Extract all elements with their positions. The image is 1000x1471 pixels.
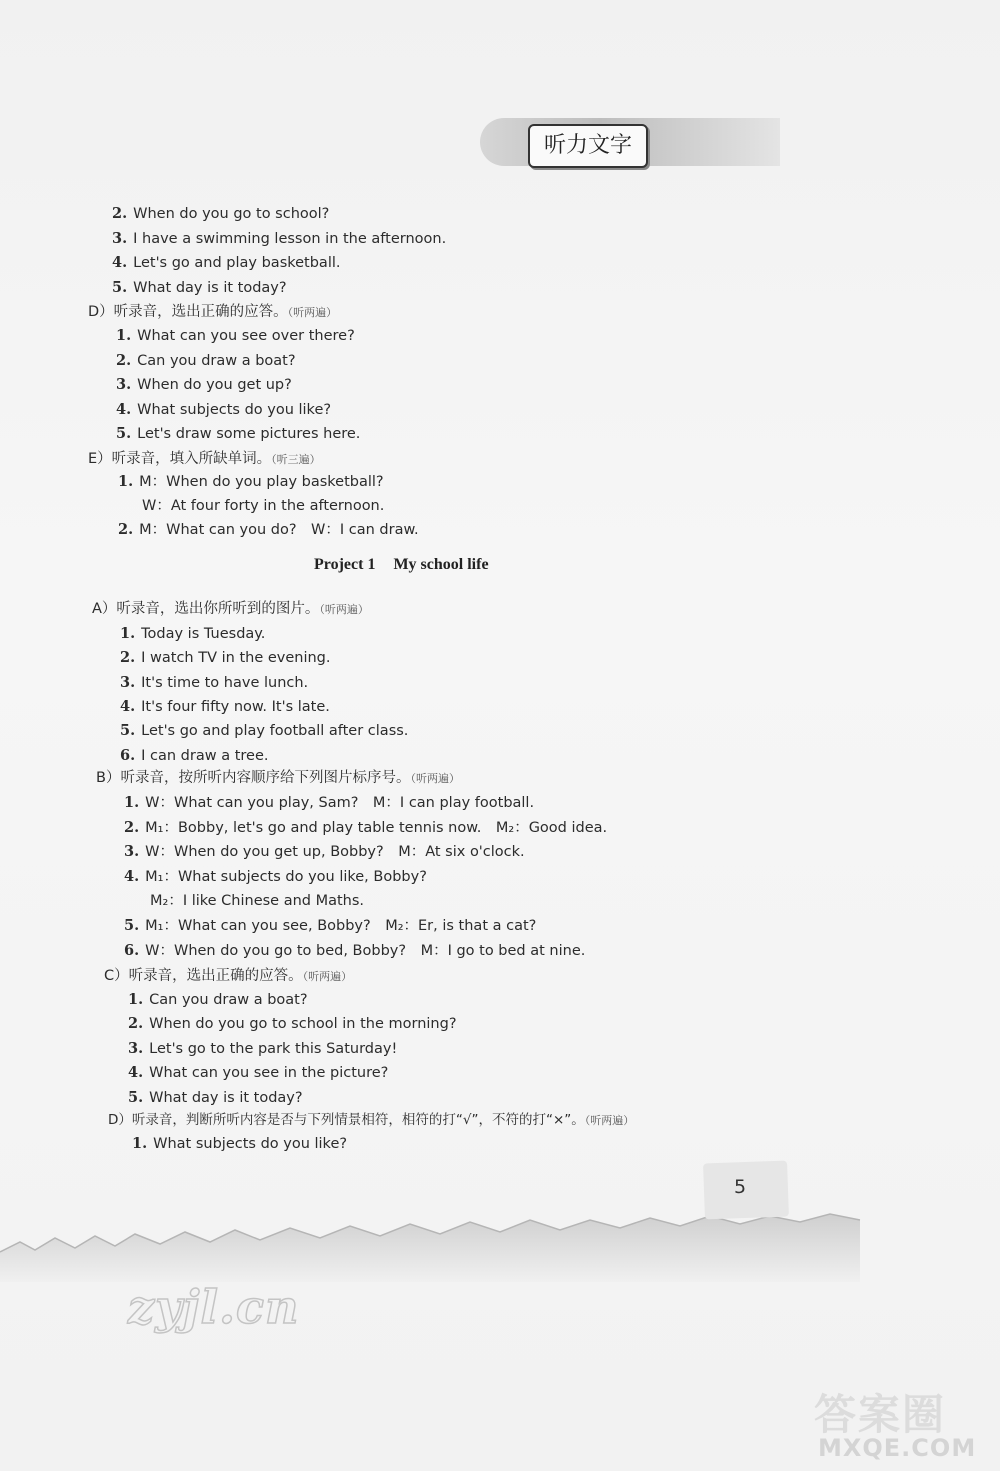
section-d2-heading: D）听录音，判断所听内容是否与下列情景相符，相符的打“√”，不符的打“×”。（听两遍） [108,1112,635,1128]
list-item [128,1014,457,1034]
corner-logo-en: MXQE.COM [818,1434,977,1462]
watermark-logo: zyjl.cn [128,1280,300,1334]
list-item [120,648,331,668]
list-item [112,229,446,249]
item-number: 3. [112,229,128,247]
page-number: 5 [734,1176,747,1198]
item-number: 2. [128,1015,144,1033]
list-item [128,1063,388,1083]
item-number: 5. [124,917,140,934]
item-text: Today is Tuesday. [141,626,266,642]
item-number: 2. [112,205,128,222]
item-text: What day is it today? [133,279,287,296]
item-number: 2. [120,649,136,667]
list-item [124,793,534,813]
header-badge: 听力文字 [528,124,648,168]
item-number: 6. [120,746,136,764]
list-item [112,253,341,273]
item-number: 2. [118,521,134,538]
item-number: 1. [118,473,134,490]
list-item [112,278,287,298]
section-b-heading: B）听录音，按所听内容顺序给下列图片标序号。（听两遍） [96,770,460,786]
item-text: What subjects do you like? [153,1136,348,1152]
footer-wave-decoration [0,1212,1000,1282]
item-number: 4. [116,400,132,418]
item-number: 3. [116,376,132,393]
item-text: Let's go and play basketball. [133,255,341,271]
item-text: M₂：I like Chinese and Maths. [150,893,365,910]
item-number: 1. [120,625,136,642]
list-item [120,624,265,644]
list-item [116,375,292,395]
item-number: 3. [128,1039,144,1057]
list-item [128,1039,397,1059]
item-text: When do you get up? [137,377,292,393]
item-number: 1. [116,327,132,344]
item-text: M₁：What can you see, Bobby? M₂：Er, is that a cat? [145,918,537,934]
item-text: Let's go and play football after class. [141,723,409,740]
item-text: I have a swimming lesson in the afternoon. [133,230,447,247]
item-number: 3. [124,843,140,861]
item-text: When do you go to school in the morning? [149,1016,457,1033]
list-item [132,1134,347,1154]
item-text: It's four fifty now. It's late. [141,698,330,715]
item-text: I watch TV in the evening. [141,650,331,667]
item-text: What can you see in the picture? [149,1065,389,1082]
item-number: 1. [128,991,144,1008]
corner-logo-cn: 答案圈 [814,1390,947,1439]
item-text: It's time to have lunch. [141,674,309,691]
item-text: What subjects do you like? [137,401,332,418]
list-item [124,842,525,862]
item-text: What can you see over there? [137,328,355,344]
item-text: W：What can you play, Sam? M：I can play football. [145,795,535,811]
item-number: 4. [120,697,136,715]
list-item [120,746,268,766]
list-item [124,941,585,961]
item-number: 1. [124,794,140,811]
item-number: 1. [132,1135,148,1152]
list-item [116,351,296,371]
list-item [116,326,355,346]
item-number: 4. [128,1064,144,1082]
item-text: W：When do you get up, Bobby? M：At six o'clock. [145,844,525,861]
list-item [124,916,536,936]
item-text: Let's draw some pictures here. [137,426,361,442]
item-text: What day is it today? [149,1089,303,1106]
item-number: 2. [124,818,140,836]
list-item [120,697,330,717]
item-text: M：When do you play basketball? [139,474,384,490]
list-item [128,990,308,1010]
list-item [124,818,607,838]
list-item [128,1088,303,1108]
item-number: 6. [124,941,140,959]
list-item [116,424,360,444]
item-text: Let's go to the park this Saturday! [149,1040,398,1057]
project-title: Project 1 My school life [314,556,489,573]
list-item [120,721,408,741]
item-number: 5. [120,722,136,740]
item-text: W：When do you go to bed, Bobby? M：I go to bed at nine. [145,942,586,959]
section-e-heading: E）听录音，填入所缺单词。（听三遍） [88,451,321,467]
list-item [118,472,384,492]
item-text: Can you draw a boat? [137,352,296,369]
corner-logo [808,1382,988,1462]
item-number: 4. [124,867,140,885]
section-d-heading: D）听录音，选出正确的应答。（听两遍） [88,304,338,320]
item-text: M₁：Bobby, let's go and play table tennis now. M₂：Good idea. [145,819,608,836]
item-number: 5. [116,425,132,442]
item-text: Can you draw a boat? [149,992,308,1008]
list-item [150,891,364,911]
item-number: 5. [128,1088,144,1106]
list-item [116,400,331,420]
section-a-heading: A）听录音，选出你所听到的图片。（听两遍） [92,601,369,617]
item-text: M：What can you do? W：I can draw. [139,522,419,538]
item-number: 3. [120,673,136,691]
list-item [112,204,329,224]
item-text: When do you go to school? [133,206,330,222]
item-number: 2. [116,351,132,369]
item-text: M₁：What subjects do you like, Bobby? [145,868,427,885]
item-number: 5. [112,278,128,296]
list-item [118,520,419,540]
item-text: W：At four forty in the afternoon. [142,498,385,514]
section-c-heading: C）听录音，选出正确的应答。（听两遍） [104,968,353,984]
item-text: I can draw a tree. [141,747,269,764]
list-item [120,673,308,693]
list-item [124,867,427,887]
item-number: 4. [112,254,128,271]
list-item [142,496,384,516]
